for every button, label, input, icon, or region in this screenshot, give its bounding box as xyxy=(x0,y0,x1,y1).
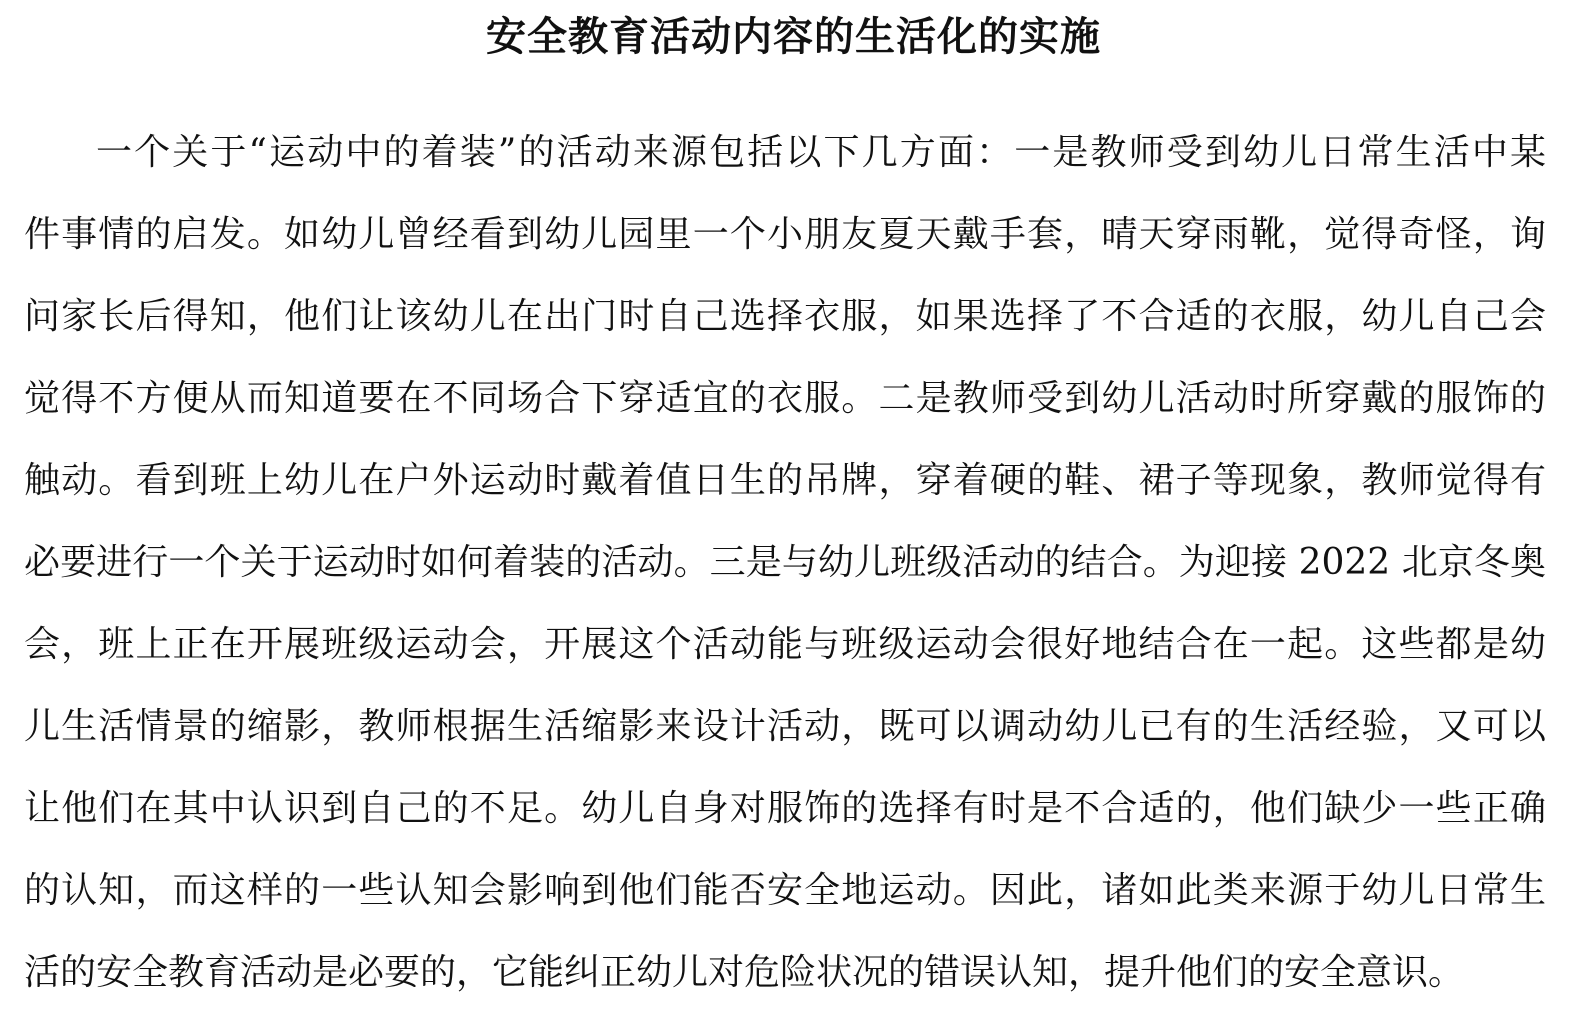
paragraph-line: 触动。看到班上幼儿在户外运动时戴着值日生的吊牌，穿着硬的鞋、裙子等现象，教师觉得有 xyxy=(24,460,1546,501)
paragraph-line: 儿生活情景的缩影，教师根据生活缩影来设计活动，既可以调动幼儿已有的生活经验，又可以 xyxy=(24,706,1546,747)
paragraph-line: 活的安全教育活动是必要的，它能纠正幼儿对危险状况的错误认知，提升他们的安全意识。 xyxy=(24,952,1465,993)
paragraph-line: 觉得不方便从而知道要在不同场合下穿适宜的衣服。二是教师受到幼儿活动时所穿戴的服饰的 xyxy=(24,378,1546,419)
document-title: 安全教育活动内容的生活化的实施 xyxy=(486,13,1101,60)
paragraph-line: 问家长后得知，他们让该幼儿在出门时自己选择衣服，如果选择了不合适的衣服，幼儿自己会 xyxy=(24,296,1546,337)
paragraph-line: 的认知，而这样的一些认知会影响到他们能否安全地运动。因此，诸如此类来源于幼儿日常生 xyxy=(24,870,1546,911)
paragraph-line: 必要进行一个关于运动时如何着装的活动。三是与幼儿班级活动的结合。为迎接 2022 北京冬奥 xyxy=(24,542,1546,583)
document-paragraph xyxy=(24,112,1546,1014)
paragraph-line: 一个关于“运动中的着装”的活动来源包括以下几方面：一是教师受到幼儿日常生活中某 xyxy=(96,132,1546,173)
paragraph-line: 会，班上正在开展班级运动会，开展这个活动能与班级运动会很好地结合在一起。这些都是幼 xyxy=(24,624,1546,665)
paragraph-line: 让他们在其中认识到自己的不足。幼儿自身对服饰的选择有时是不合适的，他们缺少一些正确 xyxy=(24,788,1546,829)
paragraph-line: 件事情的启发。如幼儿曾经看到幼儿园里一个小朋友夏天戴手套，晴天穿雨靴，觉得奇怪，询 xyxy=(24,214,1546,255)
